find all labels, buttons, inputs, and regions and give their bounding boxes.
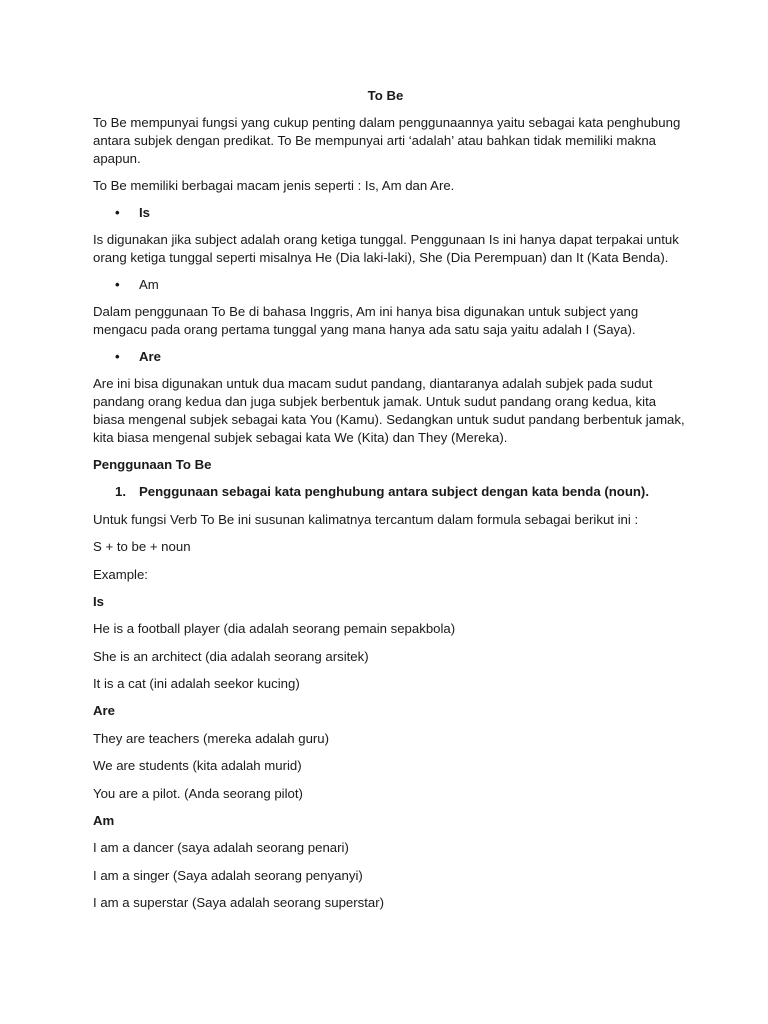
formula-intro: Untuk fungsi Verb To Be ini susunan kalimatnya tercantum dalam formula sebagai berikut ini : [93,512,639,527]
are-heading: Are [139,349,161,364]
is-line-2: orang ketiga tunggal seperti misalnya He (Dia laki-laki), She (Dia Perempuan) dan It (Kata Benda). [93,250,669,265]
intro-line-2: antara subjek dengan predikat. To Be mempunyai arti ‘adalah’ atau bahkan tidak memiliki makna [93,133,656,148]
examples-is-label: Is [93,594,104,609]
bullet-icon: • [115,349,120,364]
examples-are-label: Are [93,703,115,718]
document-title: To Be [367,88,404,103]
intro-line-3: apapun. [93,151,141,166]
example-line: I am a dancer (saya adalah seorang penari) [93,840,349,855]
example-line: I am a superstar (Saya adalah seorang superstar) [93,895,385,910]
example-line: They are teachers (mereka adalah guru) [93,731,330,746]
are-line-1: Are ini bisa digunakan untuk dua macam sudut pandang, diantaranya adalah subjek pada sudut [93,376,653,391]
example-line: She is an architect (dia adalah seorang arsitek) [93,649,369,664]
list-number: 1. [115,484,126,499]
are-line-2: pandang orang kedua dan juga subjek berbentuk jamak. Untuk sudut pandang orang kedua, kita [93,394,657,409]
types-line: To Be memiliki berbagai macam jenis seperti : Is, Am dan Are. [93,178,455,193]
is-heading: Is [139,205,150,220]
bullet-icon: • [115,205,120,220]
are-line-3: biasa mengenal subjek sebagai kata You (Kamu). Sedangkan untuk sudut pandang berbentuk jamak, [93,412,685,427]
example-line: He is a football player (dia adalah seorang pemain sepakbola) [93,621,456,636]
example-line: We are students (kita adalah murid) [93,758,302,773]
am-line-2: mengacu pada orang pertama tunggal yang mana hanya ada satu saja yaitu adalah I (Saya). [93,322,636,337]
intro-line-1: To Be mempunyai fungsi yang cukup penting dalam penggunaannya yaitu sebagai kata penghubung [93,115,681,130]
am-heading: Am [139,277,159,292]
example-label: Example: [93,567,148,582]
example-line: You are a pilot. (Anda seorang pilot) [93,786,303,801]
are-line-4: kita biasa mengenal subjek sebagai kata We (Kita) dan They (Mereka). [93,430,508,445]
is-line-1: Is digunakan jika subject adalah orang ketiga tunggal. Penggunaan Is ini hanya dapat terpakai untuk [93,232,679,247]
am-line-1: Dalam penggunaan To Be di bahasa Inggris, Am ini hanya bisa digunakan untuk subject yang [93,304,639,319]
example-line: I am a singer (Saya adalah seorang penyanyi) [93,868,363,883]
examples-am-label: Am [93,813,115,828]
bullet-icon: • [115,277,120,292]
example-line: It is a cat (ini adalah seekor kucing) [93,676,300,691]
formula: S + to be + noun [93,539,191,554]
usage-item-text: Penggunaan sebagai kata penghubung antara subject dengan kata benda (noun). [139,484,649,499]
usage-heading: Penggunaan To Be [93,457,212,472]
